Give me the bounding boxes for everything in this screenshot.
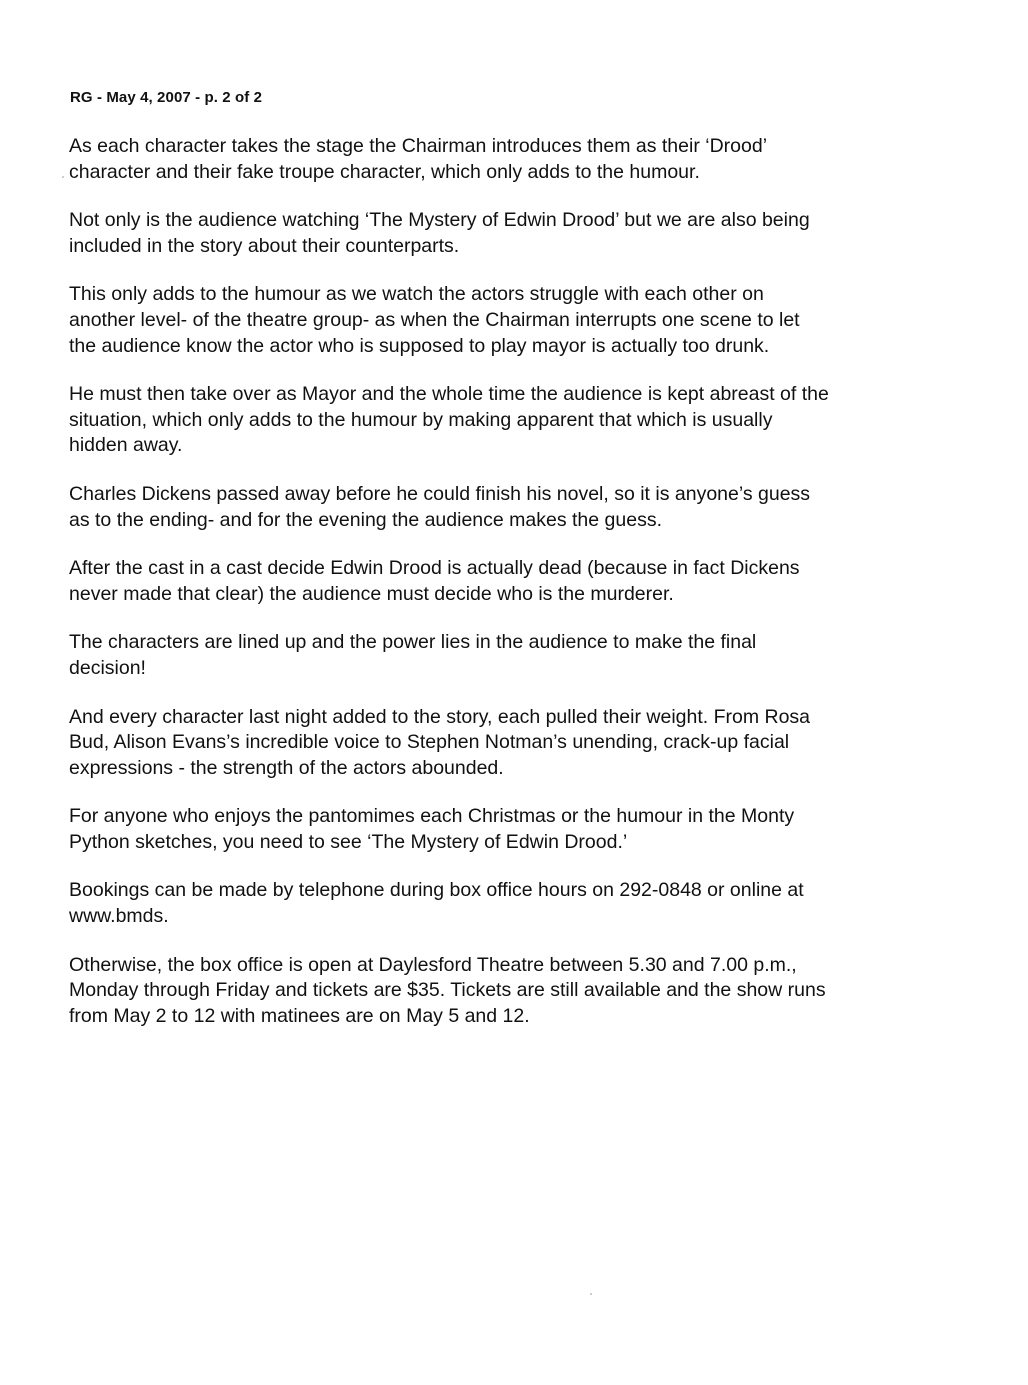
paragraph: Charles Dickens passed away before he could finish his novel, so it is anyone’s guess as to the ending- and for the evening the audience makes the guess. [69, 482, 811, 531]
paragraph: Otherwise, the box office is open at Daylesford Theatre between 5.30 and 7.00 p.m., Monday through Friday and tickets are $35. Tickets are still available and the show runs from May 2 to 12 with matinees are on May 5 and 12. [69, 953, 826, 1027]
paragraph: This only adds to the humour as we watch the actors struggle with each other on another level- of the theatre group- as when the Chairman interrupts one scene to let the audience know the actor who is supposed to play mayor is actually too drunk. [69, 283, 800, 357]
paragraph: Not only is the audience watching ‘The Mystery of Edwin Drood’ but we are also being included in the story about their counterparts. [69, 209, 810, 257]
paragraph: He must then take over as Mayor and the whole time the audience is kept abreast of the situation, which only adds to the humour by making apparent that which is usually hidden away. [69, 383, 829, 457]
article-body [69, 134, 954, 1052]
scan-speck [62, 176, 64, 178]
paragraph: Bookings can be made by telephone during box office hours on 292-0848 or online at www.bmds. [69, 879, 804, 928]
paragraph: And every character last night added to the story, each pulled their weight. From Rosa Bud, Alison Evans’s incredible voice to Stephen Notman’s unending, crack-up facial expressions - the strength of the actors abounded. [69, 705, 811, 779]
page-header: RG - May 4, 2007 - p. 2 of 2 [70, 89, 263, 106]
paragraph: The characters are lined up and the power lies in the audience to make the final decision! [69, 631, 757, 679]
paragraph: For anyone who enjoys the pantomimes each Christmas or the humour in the Monty Python sketches, you need to see ‘The Mystery of Edwin Drood.’ [69, 805, 795, 853]
scan-speck [590, 1293, 592, 1295]
paragraph: As each character takes the stage the Chairman introduces them as their ‘Drood’ character and their fake troupe character, which only adds to the humour. [69, 135, 768, 183]
paragraph: After the cast in a cast decide Edwin Drood is actually dead (because in fact Dickens never made that clear) the audience must decide who is the murderer. [69, 557, 800, 605]
